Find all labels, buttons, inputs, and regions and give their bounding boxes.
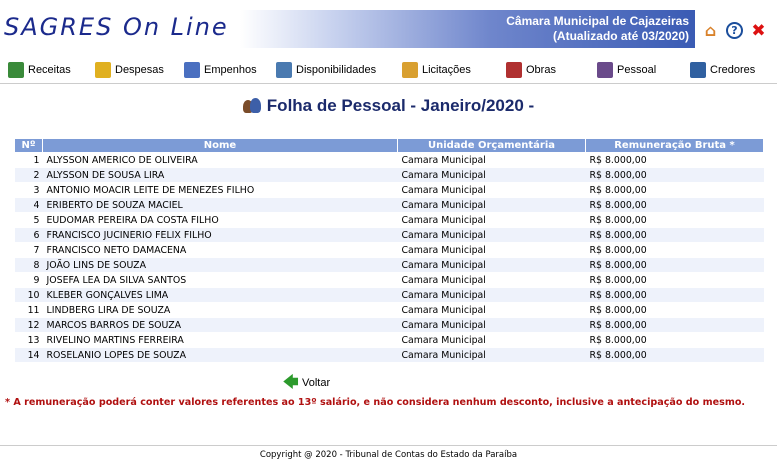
row-unit: Camara Municipal: [398, 348, 586, 363]
despesas-icon: [95, 62, 111, 78]
nav-item-pessoal[interactable]: [597, 62, 656, 78]
row-number: 9: [15, 273, 43, 288]
entity-name: Câmara Municipal de Cajazeiras: [506, 14, 689, 28]
header: [0, 0, 777, 54]
row-unit: Camara Municipal: [398, 273, 586, 288]
nav-item-credores[interactable]: [690, 62, 755, 78]
page-title: Folha de Pessoal - Janeiro/2020 -: [266, 96, 535, 115]
table-row: [15, 333, 764, 348]
back-arrow-icon: 🡄: [283, 374, 299, 391]
nav-item-obras[interactable]: [506, 62, 556, 78]
back-label: Voltar: [302, 377, 331, 389]
row-salary: R$ 8.000,00: [586, 348, 764, 363]
header-icons: [702, 22, 767, 39]
row-unit: Camara Municipal: [398, 213, 586, 228]
empenhos-icon: [184, 62, 200, 78]
nav-item-licitacoes[interactable]: [402, 62, 471, 78]
row-salary: R$ 8.000,00: [586, 183, 764, 198]
header-banner: [240, 10, 695, 48]
row-unit: Camara Municipal: [398, 183, 586, 198]
nav-label: Empenhos: [204, 64, 257, 76]
row-salary: R$ 8.000,00: [586, 243, 764, 258]
receitas-icon: [8, 62, 24, 78]
people-icon: [243, 98, 261, 114]
table-row: [15, 183, 764, 198]
row-name: ERIBERTO DE SOUZA MACIEL: [43, 198, 398, 213]
footer: Copyright @ 2020 - Tribunal de Contas do Estado da Paraíba: [0, 445, 777, 468]
table-row: [15, 318, 764, 333]
nav-label: Obras: [526, 64, 556, 76]
row-name: MARCOS BARROS DE SOUZA: [43, 318, 398, 333]
row-name: FRANCISCO JUCINERIO FELIX FILHO: [43, 228, 398, 243]
footnote: * A remuneração poderá conter valores referentes ao 13º salário, e não considera nenhum desconto, inclusive a antecipação do mesmo.: [5, 397, 746, 408]
row-number: 14: [15, 348, 43, 363]
payroll-table: [14, 138, 764, 363]
row-salary: R$ 8.000,00: [586, 303, 764, 318]
row-name: ROSELANIO LOPES DE SOUZA: [43, 348, 398, 363]
row-salary: R$ 8.000,00: [586, 333, 764, 348]
row-unit: Camara Municipal: [398, 258, 586, 273]
row-name: RIVELINO MARTINS FERREIRA: [43, 333, 398, 348]
main-nav: [0, 58, 777, 84]
row-number: 7: [15, 243, 43, 258]
row-unit: Camara Municipal: [398, 198, 586, 213]
updated-date: (Atualizado até 03/2020): [552, 29, 689, 43]
licitacoes-icon: [402, 62, 418, 78]
nav-label: Licitações: [422, 64, 471, 76]
close-icon[interactable]: ✖: [751, 20, 766, 41]
row-name: LINDBERG LIRA DE SOUZA: [43, 303, 398, 318]
nav-item-despesas[interactable]: [95, 62, 164, 78]
row-salary: R$ 8.000,00: [586, 318, 764, 333]
row-name: JOSEFA LEA DA SILVA SANTOS: [43, 273, 398, 288]
credores-icon: [690, 62, 706, 78]
header-number[interactable]: Nº: [15, 139, 43, 153]
row-number: 8: [15, 258, 43, 273]
nav-item-disponibilidades[interactable]: [276, 62, 376, 78]
row-number: 11: [15, 303, 43, 318]
row-number: 12: [15, 318, 43, 333]
row-name: ALYSSON DE SOUSA LIRA: [43, 168, 398, 183]
header-unit[interactable]: Unidade Orçamentária: [398, 139, 586, 153]
table-row: [15, 258, 764, 273]
row-name: JOÃO LINS DE SOUZA: [43, 258, 398, 273]
table-row: [15, 168, 764, 183]
row-unit: Camara Municipal: [398, 288, 586, 303]
row-name: ALYSSON AMERICO DE OLIVEIRA: [43, 153, 398, 168]
row-salary: R$ 8.000,00: [586, 213, 764, 228]
row-number: 3: [15, 183, 43, 198]
row-salary: R$ 8.000,00: [586, 153, 764, 168]
row-salary: R$ 8.000,00: [586, 258, 764, 273]
row-unit: Camara Municipal: [398, 333, 586, 348]
row-number: 4: [15, 198, 43, 213]
row-unit: Camara Municipal: [398, 303, 586, 318]
row-unit: Camara Municipal: [398, 228, 586, 243]
row-unit: Camara Municipal: [398, 318, 586, 333]
table-row: [15, 153, 764, 168]
row-unit: Camara Municipal: [398, 243, 586, 258]
row-number: 13: [15, 333, 43, 348]
table-row: [15, 228, 764, 243]
table-row: [15, 303, 764, 318]
row-salary: R$ 8.000,00: [586, 168, 764, 183]
nav-item-empenhos[interactable]: [184, 62, 257, 78]
nav-label: Credores: [710, 64, 756, 76]
nav-label: Despesas: [115, 64, 164, 76]
row-number: 2: [15, 168, 43, 183]
row-number: 5: [15, 213, 43, 228]
title-wrap: [0, 96, 777, 118]
page-title-block: [243, 96, 534, 116]
row-name: EUDOMAR PEREIRA DA COSTA FILHO: [43, 213, 398, 228]
help-icon[interactable]: ?: [726, 22, 743, 39]
row-salary: R$ 8.000,00: [586, 288, 764, 303]
table-row: [15, 288, 764, 303]
nav-label: Pessoal: [617, 64, 657, 76]
row-number: 10: [15, 288, 43, 303]
table-row: [15, 243, 764, 258]
obras-icon: [506, 62, 522, 78]
table-row: [15, 198, 764, 213]
header-salary[interactable]: Remuneração Bruta *: [586, 139, 764, 153]
nav-item-receitas[interactable]: [8, 62, 71, 78]
table-row: [15, 213, 764, 228]
home-icon[interactable]: ⌂: [704, 21, 717, 40]
back-link[interactable]: [283, 376, 330, 390]
nav-label: Receitas: [28, 64, 71, 76]
brand-logo: SAGRES On Line: [4, 13, 229, 41]
pessoal-icon: [597, 62, 613, 78]
disponibilidades-icon: [276, 62, 292, 78]
row-salary: R$ 8.000,00: [586, 228, 764, 243]
table-row: [15, 348, 764, 363]
header-name[interactable]: Nome: [43, 139, 398, 153]
row-salary: R$ 8.000,00: [586, 273, 764, 288]
row-name: FRANCISCO NETO DAMACENA: [43, 243, 398, 258]
table-header-row: [15, 139, 764, 153]
row-number: 6: [15, 228, 43, 243]
entity-info: [506, 14, 689, 44]
row-number: 1: [15, 153, 43, 168]
row-unit: Camara Municipal: [398, 168, 586, 183]
row-unit: Camara Municipal: [398, 153, 586, 168]
table-row: [15, 273, 764, 288]
row-salary: R$ 8.000,00: [586, 198, 764, 213]
row-name: ANTONIO MOACIR LEITE DE MENEZES FILHO: [43, 183, 398, 198]
row-name: KLEBER GONÇALVES LIMA: [43, 288, 398, 303]
nav-label: Disponibilidades: [296, 64, 377, 76]
